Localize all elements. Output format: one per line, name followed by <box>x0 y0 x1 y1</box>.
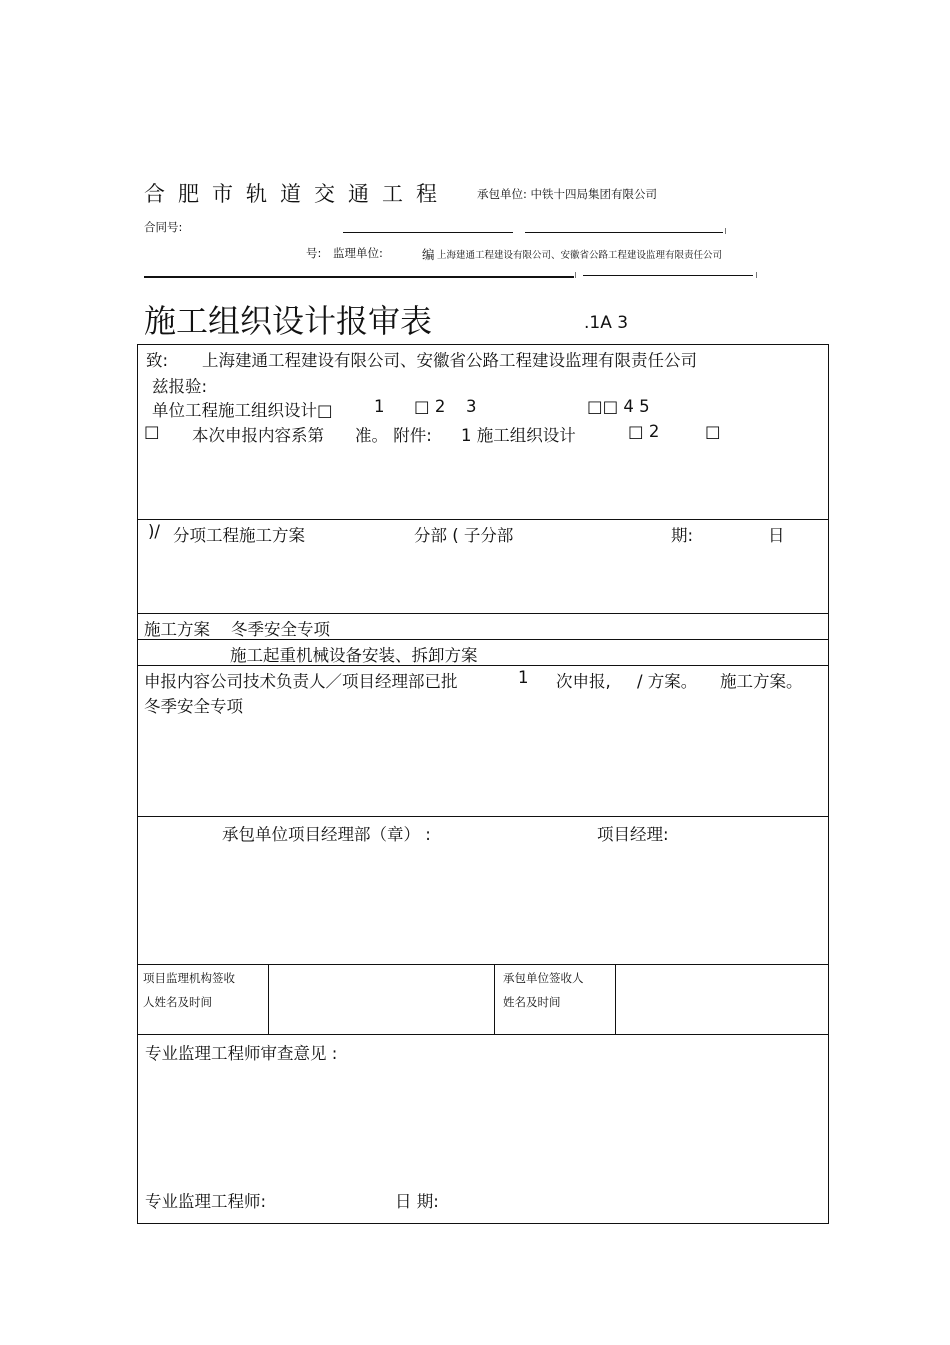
engineer-label: 专业监理工程师: <box>145 1192 267 1211</box>
line2-a: □ <box>144 422 160 441</box>
signoff-divider-3 <box>615 965 616 1034</box>
section-submission <box>138 345 828 520</box>
sec5-e: 施工方案。 <box>720 672 803 691</box>
section-winter-plan <box>138 614 828 640</box>
contractor-signoff-line2: 姓名及时间 <box>503 995 561 1009</box>
to-label: 致: <box>146 351 169 370</box>
section-signoff <box>138 965 828 1035</box>
signoff-divider-1 <box>268 965 269 1034</box>
section-crane-plan <box>138 640 828 666</box>
contract-no-line-2 <box>525 232 723 233</box>
line1-c: □ 2 <box>414 397 446 416</box>
signoff-divider-2 <box>494 965 495 1034</box>
line1-b: 1 <box>374 397 385 416</box>
sec2-a: )/ <box>148 522 160 541</box>
sec5-a: 申报内容公司技术负责人／项目经理部已批 <box>144 672 458 691</box>
line1-d: 3 <box>466 397 477 416</box>
review-opinion-label: 专业监理工程师审查意见 : <box>145 1044 338 1063</box>
sec5-f: 冬季安全专项 <box>144 697 243 716</box>
line2-b: 本次申报内容系第 <box>192 426 324 445</box>
to-value: 上海建通工程建设有限公司、安徽省公路工程建设监理有限责任公司 <box>202 351 697 370</box>
sec2-b: 分项工程施工方案 <box>173 526 305 545</box>
line2-e: □ 2 <box>628 422 660 441</box>
contractor-info: 承包单位: 中铁十四局集团有限公司 <box>477 187 658 201</box>
sec2-c: 分部 ( 子分部 <box>414 526 514 545</box>
number-label: 号: <box>306 246 322 260</box>
section-approval-content <box>138 666 828 817</box>
submit-label: 兹报验: <box>152 377 208 396</box>
supervisor-signoff-line2: 人姓名及时间 <box>143 995 212 1009</box>
tick-mark <box>756 272 757 278</box>
supervisor-label: 监理单位: <box>333 246 383 260</box>
sec5-b: 1 <box>518 668 529 687</box>
sec4-a: 施工起重机械设备安装、拆卸方案 <box>230 646 478 665</box>
contract-no-label: 合同号: <box>144 220 183 234</box>
approval-form <box>137 344 829 1224</box>
project-manager-label: 项目经理: <box>597 825 669 844</box>
section-contractor-seal <box>138 817 828 965</box>
review-date-label: 日 期: <box>395 1192 439 1211</box>
supervisor-line <box>583 275 753 276</box>
contract-no-line-1 <box>343 232 513 233</box>
section-sub-project <box>138 520 828 614</box>
supervisor-signoff-line1: 项目监理机构签收 <box>143 971 235 985</box>
supervisor-value: 上海建通工程建设有限公司、安徽省公路工程建设监理有限责任公司 <box>437 250 723 261</box>
form-code: .1A 3 <box>584 313 629 333</box>
sec5-d: / 方案。 <box>637 672 698 691</box>
form-title: 施工组织设计报审表 <box>144 302 433 340</box>
line1-e: □□ 4 5 <box>587 397 650 416</box>
contractor-signoff-line1: 承包单位签收人 <box>503 971 584 985</box>
sec5-c: 次申报, <box>556 672 611 691</box>
line2-f: □ <box>705 422 721 441</box>
tick-mark <box>725 228 726 234</box>
project-title: 合肥市轨道交通工程 <box>144 182 450 206</box>
header-rule <box>144 276 574 278</box>
supervisor-prefix: 编 <box>422 247 435 262</box>
sec3-a: 施工方案 <box>144 620 210 639</box>
section-engineer-review <box>138 1035 828 1223</box>
sec2-e: 日 <box>768 526 785 545</box>
line2-c: 准。 附件: <box>355 426 432 445</box>
line1-a: 单位工程施工组织设计□ <box>152 401 333 420</box>
contractor-seal-label: 承包单位项目经理部（章） : <box>222 825 431 844</box>
sec3-b: 冬季安全专项 <box>231 620 330 639</box>
sec2-d: 期: <box>671 526 694 545</box>
line2-d: 1 施工组织设计 <box>461 426 576 445</box>
tick-mark <box>575 272 576 278</box>
